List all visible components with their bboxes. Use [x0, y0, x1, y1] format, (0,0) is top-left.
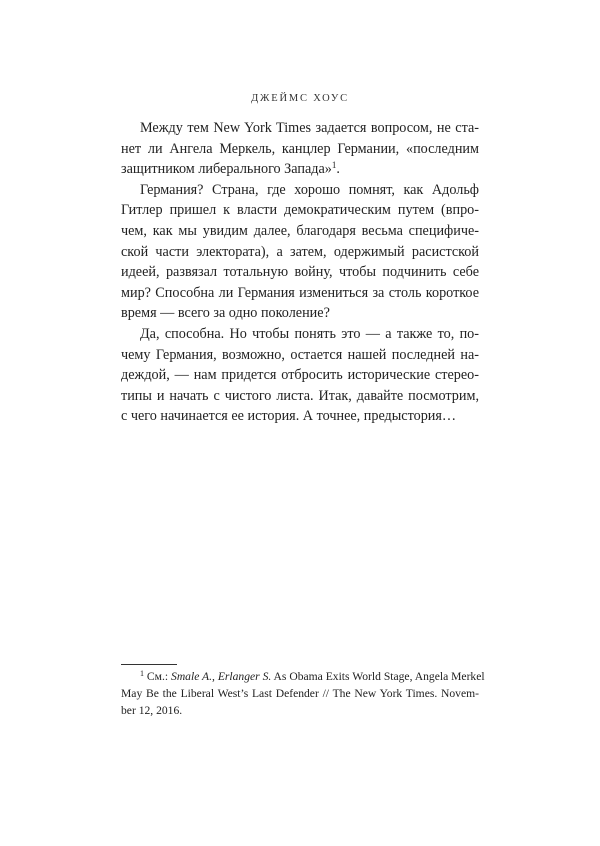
footnote-line: ber 12, 2016. [121, 704, 183, 717]
sentence-end: . [336, 161, 340, 178]
text-line: Гитлер пришел к власти демократическим путем (впро- [121, 202, 479, 219]
paragraph-3 [121, 324, 479, 427]
footnote [121, 668, 485, 719]
footnote-title: As Obama Exits World Stage, Angela Merkel [273, 670, 485, 683]
text-line: деждой, — нам придется отбросить исторические стерео- [121, 367, 479, 384]
text-line: ской части электората), а затем, одержимый расистской [121, 243, 479, 260]
running-head: ДЖЕЙМС ХОУС [251, 93, 349, 104]
text-line: время — всего за одно поколение? [121, 305, 330, 322]
text-line: типы и начать с чистого листа. Итак, давайте посмотрим, [121, 387, 479, 404]
footnote-divider [121, 664, 177, 665]
footnote-number: 1 [140, 669, 144, 678]
footnote-line: May Be the Liberal West’s Last Defender // The New York Times. Novem- [121, 687, 479, 700]
text-line: мир? Способна ли Германия измениться за столь короткое [121, 284, 479, 301]
text-line: нет ли Ангела Меркель, канцлер Германии, «последним [121, 140, 479, 157]
footnote-prefix: См.: [146, 670, 169, 683]
footnote-line [121, 668, 485, 685]
body-text [121, 118, 479, 427]
text-line: Да, способна. Но чтобы понять это — а также то, по- [140, 325, 479, 342]
paragraph-2 [121, 180, 479, 324]
text-line-with-footnote [121, 159, 479, 180]
footnote-reference[interactable]: 1 [331, 160, 337, 171]
text-line: чему Германия, возможно, остается нашей последней на- [121, 346, 479, 363]
text-line: с чего начинается ее история. А точнее, предыстория… [121, 408, 457, 425]
text-line: идеей, развязал тотальную войну, чтобы подчинить себе [121, 264, 479, 281]
text-line: чем, как мы увидим далее, благодаря весьма специфиче- [121, 222, 479, 239]
text-line: защитником либерального Запада» [121, 161, 332, 178]
text-line: Между тем New York Times задается вопросом, не ста- [140, 120, 479, 136]
paragraph-1 [121, 118, 479, 180]
footnote-authors: Smale A., Erlanger S. [171, 670, 272, 683]
text-line: Германия? Страна, где хорошо помнят, как Адольф [140, 181, 479, 198]
